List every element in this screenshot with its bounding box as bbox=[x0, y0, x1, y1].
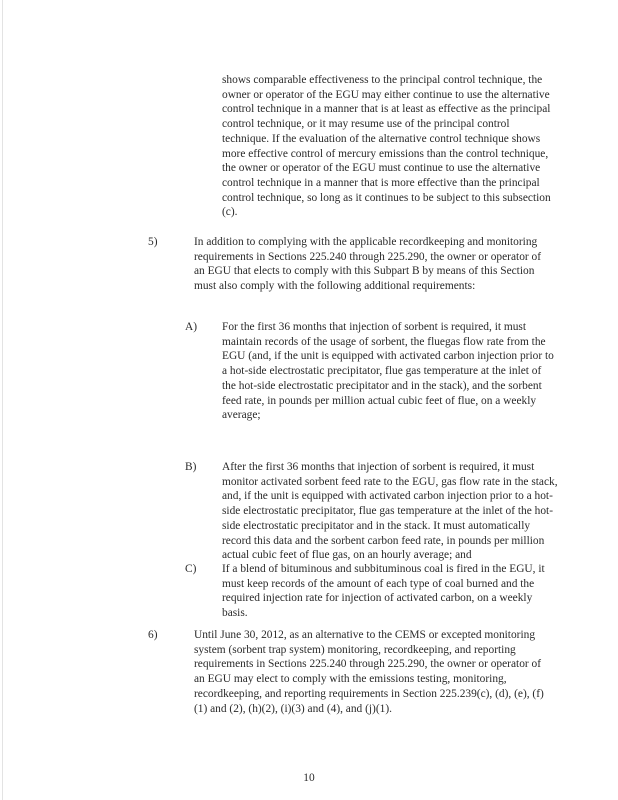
subitem-b-marker: B) bbox=[185, 461, 197, 473]
item-6-marker: 6) bbox=[148, 629, 158, 641]
item-5-text: In addition to complying with the applicable recordkeeping and monitoring requirements in Sections 225.240 through 225.290, the owner or operator of an EGU that elects to comply with this Subpart B by means of this Section must also comply with the following additional requirements: bbox=[194, 236, 542, 293]
continuation-paragraph: shows comparable effectiveness to the principal control technique, the owner or operator of the EGU may either continue to use the alternative control technique in a manner that is at least as effective as the principal control technique, or it may resume use of the principal control technique. If the evaluation of the alternative control technique shows more effective control of mercury emissions than the control technique, the owner or operator of the EGU must continue to use the alternative control technique in a manner that is more effective than the principal control technique, so long as it continues to be subject to this subsection (c). bbox=[222, 74, 551, 219]
scan-edge-left bbox=[2, 0, 3, 800]
subitem-a-marker: A) bbox=[185, 321, 198, 333]
item-5-marker: 5) bbox=[148, 236, 158, 248]
subitem-c-text: If a blend of bituminous and subbituminous coal is fired in the EGU, it must keep records of the amount of each type of coal burned and the required injection rate for injection of activated carbon, on a weekly basis. bbox=[222, 563, 545, 620]
subitem-b-text: After the first 36 months that injection of sorbent is required, it must monitor activated sorbent feed rate to the EGU, gas flow rate in the stack, and, if the unit is equipped with activated carbon injection prior to a hot-side electrostatic precipitator, flue gas temperature at the inlet of the hot-side electrostatic precipitator and in the stack. It must automatically record this data and the sorbent carbon feed rate, in pounds per million actual cubic feet of flue gas, on an hourly average; and bbox=[222, 461, 558, 562]
item-6-text: Until June 30, 2012, as an alternative to the CEMS or excepted monitoring system (sorbent trap system) monitoring, recordkeeping, and reporting requirements in Sections 225.240 through 225.290, the owner or operator of an EGU may elect to comply with the emissions testing, monitoring, recordkeeping, and reporting requirements in Section 225.239(c), (d), (e), (f)(1) and (2), (h)(2), (i)(3) and (4), and (j)(1). bbox=[194, 629, 544, 715]
page-number: 10 bbox=[303, 772, 315, 784]
subitem-a-text: For the first 36 months that injection of sorbent is required, it must maintain records of the usage of sorbent, the fluegas flow rate from the EGU (and, if the unit is equipped with activated carbon injection prior to a hot-side electrostatic precipitator, flue gas temperature at the inlet of the hot-side electrostatic precipitator and in the stack), and the sorbent feed rate, in pounds per million actual cubic feet of flue, on a weekly average; bbox=[222, 321, 554, 422]
subitem-c-marker: C) bbox=[185, 563, 197, 575]
